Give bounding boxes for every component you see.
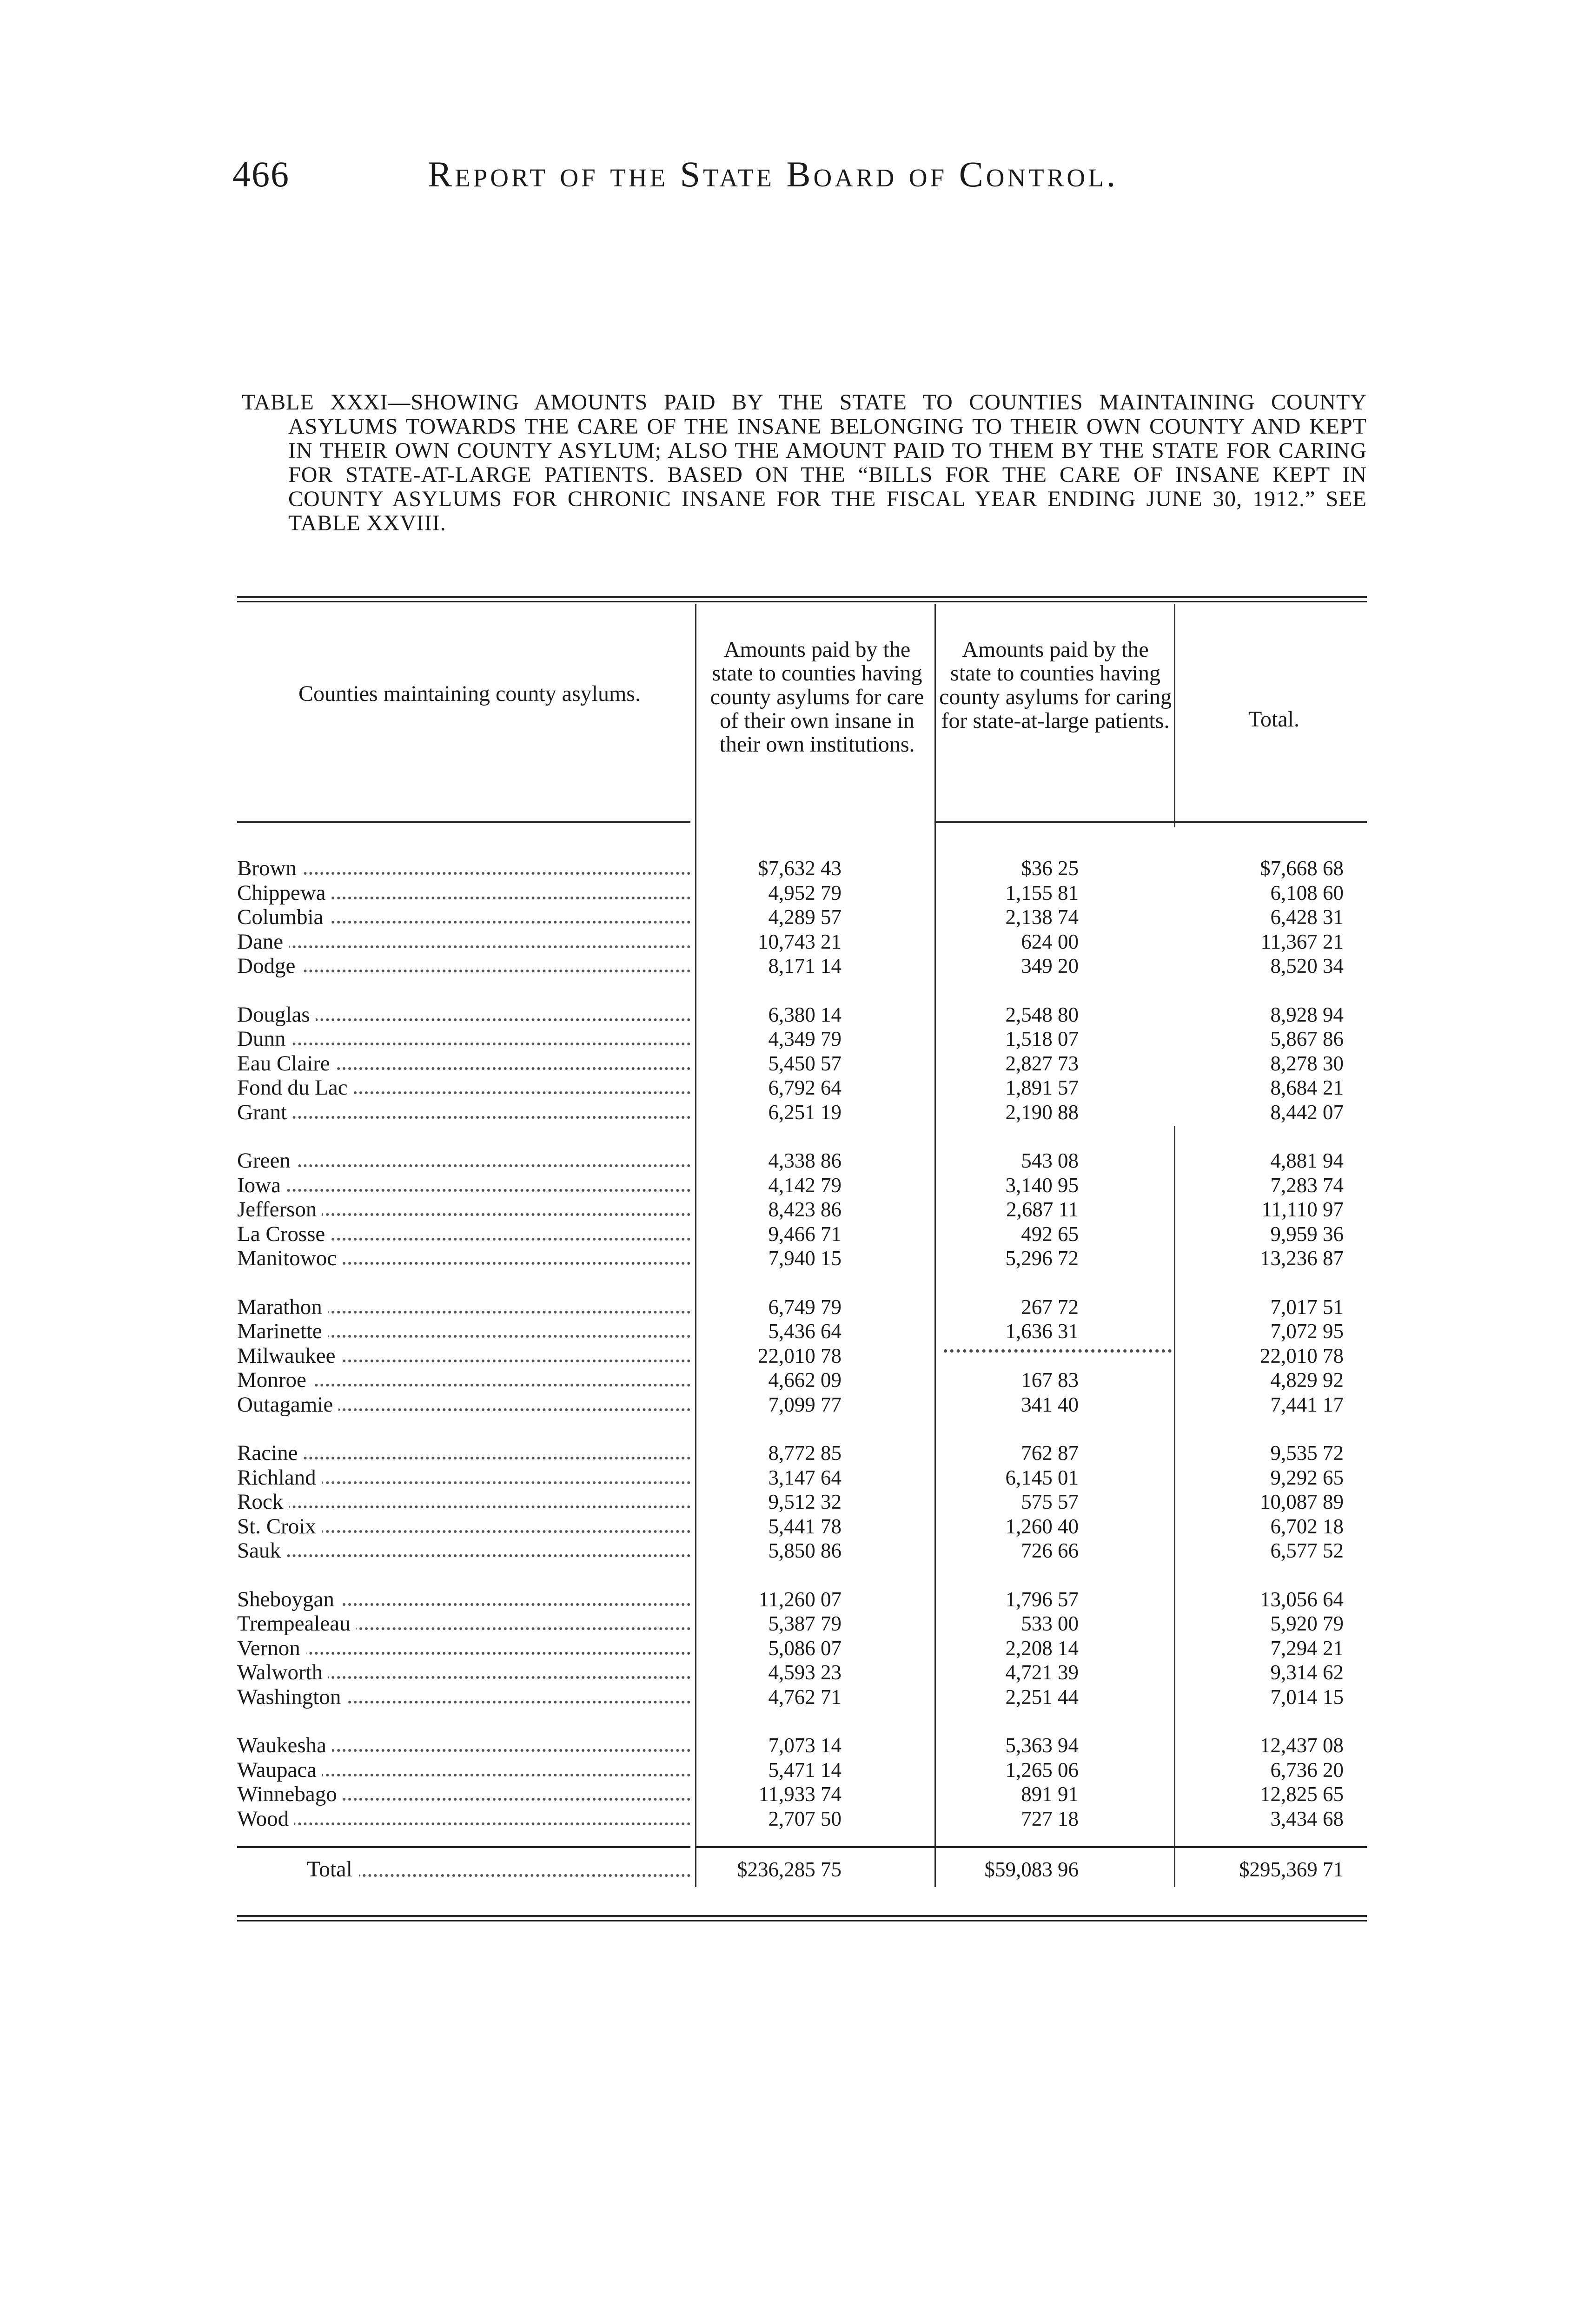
amount-own-insane: 6,792 64 [768, 1076, 842, 1099]
table-bottom-rule [237, 1915, 1367, 1921]
amount-total: 6,108 60 [1270, 881, 1344, 905]
amount-total: 8,684 21 [1270, 1076, 1344, 1099]
table-row [237, 1393, 1367, 1417]
total-rule [237, 1846, 690, 1848]
amount-own-insane: 6,749 79 [768, 1295, 842, 1319]
total-rule [695, 1846, 934, 1848]
county-cell [237, 1490, 690, 1514]
county-name: Rock [237, 1490, 289, 1514]
amount-state-at-large: 1,518 07 [1005, 1027, 1079, 1050]
table-row [237, 1173, 1367, 1197]
county-name: Marathon [237, 1295, 328, 1319]
dot-leader [237, 1822, 690, 1825]
amount-state-at-large: 2,138 74 [1005, 905, 1079, 929]
amount-total: 9,292 65 [1270, 1466, 1344, 1489]
amount-state-at-large: 5,296 72 [1005, 1247, 1079, 1270]
total-row [237, 1855, 1367, 1883]
table-row [237, 1295, 1367, 1319]
amount-state-at-large: 1,260 40 [1005, 1514, 1079, 1538]
amount-total: 5,920 79 [1270, 1612, 1344, 1635]
county-cell [237, 1003, 690, 1027]
amount-total: 11,367 21 [1260, 930, 1344, 953]
amount-own-insane: 4,593 23 [768, 1661, 842, 1684]
county-name: Manitowoc [237, 1246, 342, 1270]
amount-state-at-large: 1,636 31 [1005, 1320, 1079, 1343]
amount-total: 4,881 94 [1270, 1149, 1344, 1172]
dot-leader [237, 1043, 690, 1045]
amount-state-at-large: 3,140 95 [1005, 1173, 1079, 1197]
county-cell [237, 1611, 690, 1636]
amount-own-insane: 9,512 32 [768, 1490, 842, 1513]
table-row [237, 1222, 1367, 1246]
county-name: Waukesha [237, 1733, 332, 1757]
running-title: Report of the State Board of Control. [428, 154, 1119, 194]
county-cell [237, 881, 690, 905]
header-rule [934, 821, 1174, 823]
amount-own-insane: 4,762 71 [768, 1685, 842, 1709]
county-name: Wood [237, 1807, 294, 1831]
amount-total: 12,437 08 [1260, 1734, 1344, 1757]
table-row [237, 1733, 1367, 1757]
table-row [237, 1611, 1367, 1636]
county-name: St. Croix [237, 1514, 322, 1538]
empty-dotted-cell [944, 1349, 1172, 1353]
amount-own-insane: 5,450 57 [768, 1051, 842, 1075]
amount-total: $7,668 68 [1260, 857, 1344, 880]
amount-total: 5,867 86 [1270, 1027, 1344, 1050]
amount-state-at-large: 762 87 [1021, 1441, 1079, 1465]
amount-total: 10,087 89 [1260, 1490, 1344, 1513]
county-name: Racine [237, 1441, 304, 1465]
amount-own-insane: 9,466 71 [768, 1222, 842, 1246]
county-cell [237, 1319, 690, 1343]
amount-state-at-large: 575 57 [1021, 1490, 1079, 1513]
amount-state-at-large: 2,208 14 [1005, 1636, 1079, 1660]
table-row [237, 1003, 1367, 1027]
table-row [237, 954, 1367, 978]
total-label: Total [307, 1857, 359, 1882]
county-cell [237, 1733, 690, 1757]
amount-state-at-large: 543 08 [1021, 1149, 1079, 1172]
county-cell [237, 1173, 690, 1197]
county-name: Milwaukee [237, 1344, 341, 1368]
amount-total: 6,702 18 [1270, 1514, 1344, 1538]
header-county: Counties maintaining county asylums. [298, 681, 641, 706]
county-name: Dane [237, 930, 289, 954]
table-row [237, 1149, 1367, 1173]
county-name: Vernon [237, 1636, 306, 1660]
amount-total: 9,314 62 [1270, 1661, 1344, 1684]
table-row [237, 1100, 1367, 1124]
county-name: Dunn [237, 1027, 291, 1051]
amount-total: 12,825 65 [1260, 1783, 1344, 1806]
county-name: Brown [237, 856, 302, 880]
amount-own-insane: 2,707 50 [768, 1807, 842, 1830]
county-name: Outagamie [237, 1393, 338, 1417]
dot-leader [237, 1457, 690, 1459]
table-row [237, 905, 1367, 929]
county-cell [237, 1393, 690, 1417]
table-row [237, 881, 1367, 905]
county-name: Sauk [237, 1538, 286, 1563]
county-cell [237, 1222, 690, 1246]
dot-leader [237, 1505, 690, 1508]
county-name: Monroe [237, 1368, 312, 1392]
amount-own-insane: 4,289 57 [768, 905, 842, 929]
table-row [237, 1636, 1367, 1660]
county-cell [237, 1807, 690, 1831]
amount-total: 7,014 15 [1270, 1685, 1344, 1709]
table-row [237, 930, 1367, 954]
table-row [237, 1514, 1367, 1538]
dot-leader [307, 1874, 690, 1877]
table-row [237, 1344, 1367, 1368]
amount-own-insane: $7,632 43 [758, 857, 842, 880]
amount-own-insane: 7,073 14 [768, 1734, 842, 1757]
amount-total: 7,441 17 [1270, 1393, 1344, 1416]
table-row [237, 1368, 1367, 1392]
dot-leader [237, 970, 690, 972]
county-cell [237, 954, 690, 978]
amount-state-at-large: 727 18 [1021, 1807, 1079, 1830]
total-own-insane: $236,285 75 [737, 1858, 842, 1881]
amount-state-at-large: 341 40 [1021, 1393, 1079, 1416]
table-row [237, 1490, 1367, 1514]
amount-state-at-large: 492 65 [1021, 1222, 1079, 1246]
table-row [237, 1538, 1367, 1563]
amount-state-at-large: 2,827 73 [1005, 1051, 1079, 1075]
amount-total: 3,434 68 [1270, 1807, 1344, 1830]
county-name: Walworth [237, 1660, 328, 1684]
county-name: Iowa [237, 1173, 286, 1197]
amount-total: 9,959 36 [1270, 1222, 1344, 1246]
data-table [237, 596, 1367, 1925]
amount-state-at-large: 624 00 [1021, 930, 1079, 953]
dot-leader [237, 1164, 690, 1167]
header-rule [1174, 821, 1367, 823]
amount-state-at-large: 167 83 [1021, 1368, 1079, 1392]
amount-state-at-large: 2,190 88 [1005, 1100, 1079, 1124]
county-name: Washington [237, 1685, 346, 1709]
county-name: Dodge [237, 954, 301, 978]
total-state-at-large: $59,083 96 [984, 1858, 1079, 1881]
county-cell [237, 1514, 690, 1538]
amount-own-insane: 8,772 85 [768, 1441, 842, 1465]
amount-state-at-large: 1,891 57 [1005, 1076, 1079, 1099]
county-cell [237, 1051, 690, 1076]
county-name: Eau Claire [237, 1051, 336, 1076]
header-total: Total. [1248, 707, 1299, 732]
county-name: Richland [237, 1466, 322, 1490]
amount-total: 7,283 74 [1270, 1173, 1344, 1197]
amount-total: 6,736 20 [1270, 1758, 1344, 1782]
county-cell [237, 1782, 690, 1806]
amount-total: 11,110 97 [1261, 1198, 1344, 1221]
amount-own-insane: 8,171 14 [768, 954, 842, 977]
table-top-rule [237, 596, 1367, 602]
amount-own-insane: 5,436 64 [768, 1320, 842, 1343]
county-cell [237, 1295, 690, 1319]
amount-own-insane: 5,387 79 [768, 1612, 842, 1635]
amount-own-insane: 4,338 86 [768, 1149, 842, 1172]
amount-total: 7,017 51 [1270, 1295, 1344, 1319]
county-cell [237, 905, 690, 929]
amount-state-at-large: $36 25 [1021, 857, 1079, 880]
header-own-insane: Amounts paid by the state to counties having county asylums for care of their own insane in their own institutions. [710, 637, 924, 757]
county-cell [237, 1441, 690, 1465]
table-row [237, 1076, 1367, 1100]
amount-own-insane: 7,099 77 [768, 1393, 842, 1416]
page-number: 466 [232, 154, 290, 194]
table-row [237, 1758, 1367, 1782]
county-cell [237, 930, 690, 954]
county-name: Trempealeau [237, 1611, 356, 1636]
header-state-at-large: Amounts paid by the state to counties having county asylums for caring for state-at-large patients. [939, 637, 1172, 733]
table-row [237, 1027, 1367, 1051]
county-cell [237, 1027, 690, 1051]
table-row [237, 1197, 1367, 1221]
table-row [237, 1685, 1367, 1709]
table-row [237, 1807, 1367, 1831]
amount-own-insane: 11,260 07 [758, 1587, 842, 1611]
amount-state-at-large: 726 66 [1021, 1539, 1079, 1562]
amount-state-at-large: 2,251 44 [1005, 1685, 1079, 1709]
amount-own-insane: 5,441 78 [768, 1514, 842, 1538]
table-row [237, 1587, 1367, 1611]
county-name: Fond du Lac [237, 1076, 353, 1100]
amount-state-at-large: 349 20 [1021, 954, 1079, 977]
county-cell [237, 856, 690, 880]
column-divider [1174, 604, 1175, 827]
county-cell [237, 1685, 690, 1709]
table-row [237, 1466, 1367, 1490]
amount-state-at-large: 267 72 [1021, 1295, 1079, 1319]
amount-total: 8,278 30 [1270, 1051, 1344, 1075]
county-name: Waupaca [237, 1758, 322, 1782]
amount-total: 8,928 94 [1270, 1003, 1344, 1026]
amount-own-insane: 22,010 78 [758, 1344, 842, 1367]
county-cell [237, 1344, 690, 1368]
county-cell [237, 1538, 690, 1563]
table-row [237, 1319, 1367, 1343]
amount-state-at-large: 1,265 06 [1005, 1758, 1079, 1782]
table-row [237, 1441, 1367, 1465]
amount-own-insane: 11,933 74 [758, 1783, 842, 1806]
amount-state-at-large: 891 91 [1021, 1783, 1079, 1806]
table-row [237, 1051, 1367, 1076]
table-row [237, 856, 1367, 880]
amount-own-insane: 5,850 86 [768, 1539, 842, 1562]
county-name: La Crosse [237, 1222, 331, 1246]
total-rule [934, 1846, 1174, 1848]
county-cell [237, 1149, 690, 1173]
table-caption-text: TABLE XXXI—SHOWING AMOUNTS PAID BY THE STATE TO COUNTIES MAINTAINING COUNTY ASYLUMS TOWARDS THE CARE OF THE INSANE BELONGING TO THEIR OWN COUNTY AND KEPT IN THEIR OWN COUNTY ASYLUM; ALSO THE AMOUNT PAID TO THEM BY THE STATE FOR CARING FOR STATE-AT-LARGE PATIENTS. BASED ON THE “BILLS FOR THE CARE OF INSANE KEPT IN COUNTY ASYLUMS FOR CHRONIC INSANE FOR THE FISCAL YEAR ENDING JUNE 30, 1912.” SEE TABLE XXVIII. [242, 390, 1367, 535]
amount-total: 6,577 52 [1270, 1539, 1344, 1562]
amount-state-at-large: 1,155 81 [1005, 881, 1079, 905]
amount-state-at-large: 2,687 11 [1006, 1198, 1079, 1221]
table-caption [242, 390, 1367, 535]
table-row [237, 1660, 1367, 1684]
amount-state-at-large: 2,548 80 [1005, 1003, 1079, 1026]
amount-total: 13,056 64 [1260, 1587, 1344, 1611]
amount-state-at-large: 5,363 94 [1005, 1734, 1079, 1757]
county-name: Winnebago [237, 1782, 343, 1806]
amount-state-at-large: 1,796 57 [1005, 1587, 1079, 1611]
amount-total: 8,442 07 [1270, 1100, 1344, 1124]
county-name: Chippewa [237, 881, 331, 905]
page-header [232, 153, 1348, 205]
amount-own-insane: 8,423 86 [768, 1198, 842, 1221]
dot-leader [237, 1189, 690, 1192]
amount-state-at-large: 533 00 [1021, 1612, 1079, 1635]
amount-own-insane: 10,743 21 [758, 930, 842, 953]
table-row [237, 1246, 1367, 1270]
county-name: Jefferson [237, 1197, 322, 1221]
dot-leader [237, 1116, 690, 1119]
amount-own-insane: 5,086 07 [768, 1636, 842, 1660]
amount-total: 13,236 87 [1260, 1247, 1344, 1270]
county-cell [237, 1246, 690, 1270]
county-cell [237, 1636, 690, 1660]
county-cell [237, 1466, 690, 1490]
county-cell [237, 1076, 690, 1100]
county-cell [237, 1587, 690, 1611]
amount-own-insane: 4,142 79 [768, 1173, 842, 1197]
amount-state-at-large: 6,145 01 [1005, 1466, 1079, 1489]
grand-total: $295,369 71 [1239, 1858, 1344, 1881]
amount-total: 6,428 31 [1270, 905, 1344, 929]
amount-own-insane: 6,251 19 [768, 1100, 842, 1124]
amount-total: 7,294 21 [1270, 1636, 1344, 1660]
county-name: Columbia [237, 905, 329, 929]
amount-own-insane: 4,349 79 [768, 1027, 842, 1050]
amount-own-insane: 7,940 15 [768, 1247, 842, 1270]
amount-state-at-large: 4,721 39 [1005, 1661, 1079, 1684]
county-name: Sheboygan [237, 1587, 340, 1611]
county-name: Green [237, 1149, 296, 1173]
county-cell [237, 1660, 690, 1684]
amount-own-insane: 4,662 09 [768, 1368, 842, 1392]
amount-total: 7,072 95 [1270, 1320, 1344, 1343]
county-cell [237, 1758, 690, 1782]
amount-total: 8,520 34 [1270, 954, 1344, 977]
amount-total: 9,535 72 [1270, 1441, 1344, 1465]
dot-leader [237, 945, 690, 948]
amount-own-insane: 3,147 64 [768, 1466, 842, 1489]
county-cell [237, 1368, 690, 1392]
amount-own-insane: 4,952 79 [768, 881, 842, 905]
dot-leader [237, 1554, 690, 1557]
county-name: Marinette [237, 1319, 328, 1343]
dot-leader [237, 872, 690, 875]
amount-total: 4,829 92 [1270, 1368, 1344, 1392]
amount-own-insane: 5,471 14 [768, 1758, 842, 1782]
total-rule [1174, 1846, 1367, 1848]
total-label-cell [307, 1855, 690, 1883]
county-name: Grant [237, 1100, 292, 1124]
county-name: Douglas [237, 1003, 316, 1027]
header-rule [237, 821, 690, 823]
amount-total: 22,010 78 [1260, 1344, 1344, 1367]
county-cell [237, 1197, 690, 1221]
table-row [237, 1782, 1367, 1806]
county-cell [237, 1100, 690, 1124]
amount-own-insane: 6,380 14 [768, 1003, 842, 1026]
